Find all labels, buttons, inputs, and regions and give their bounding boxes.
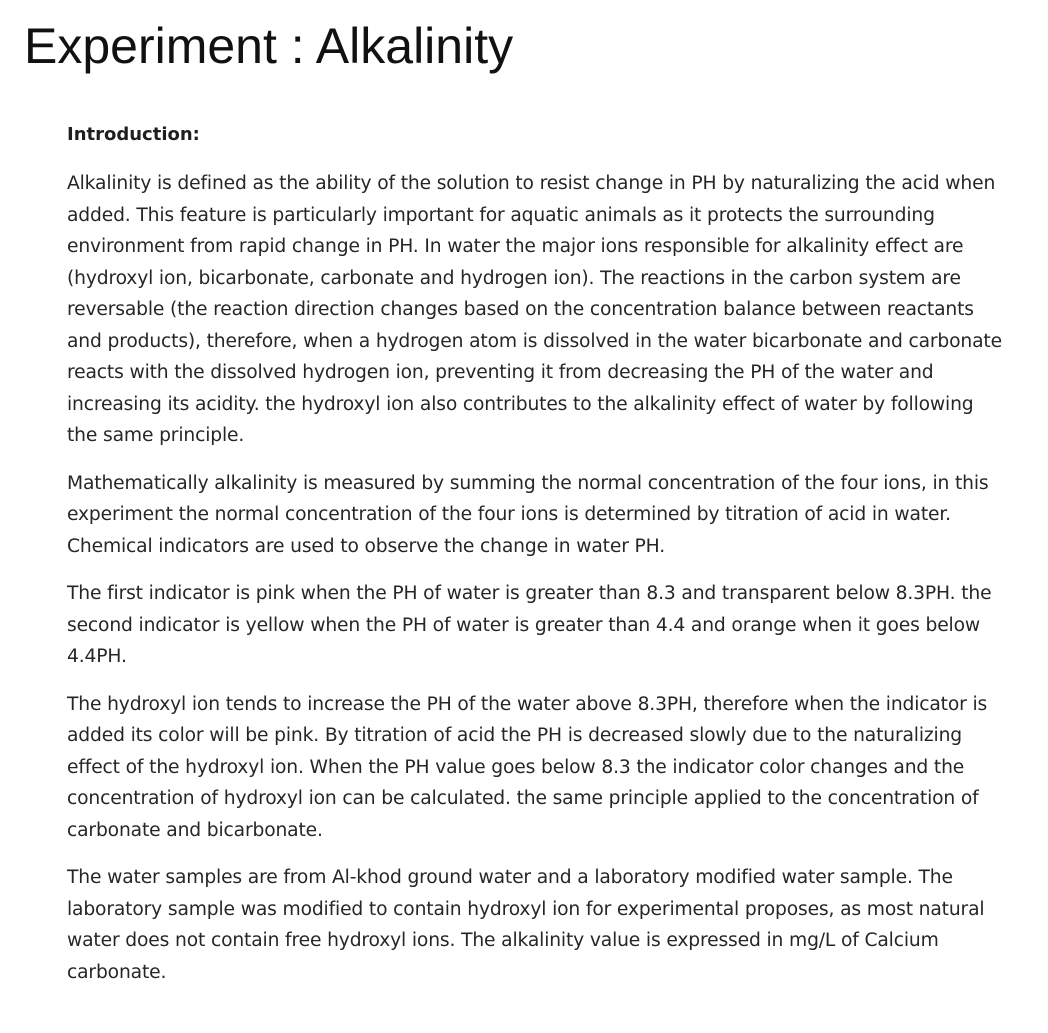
page-title: Experiment : Alkalinity (24, 18, 514, 74)
paragraph-water-samples: The water samples are from Al-khod ground water and a laboratory modified water sample. The laboratory sample was modified to contain hydroxyl ion for experimental proposes, as most natural water does not contain free hydroxyl ions. The alkalinity value is expressed in mg/L of Calcium carbonate. (67, 867, 985, 983)
document-body (67, 121, 1007, 988)
section-heading-introduction: Introduction: (67, 124, 200, 145)
paragraph-measurement-method: Mathematically alkalinity is measured by summing the normal concentration of the four ions, in this experiment the normal concentration of the four ions is determined by titration of acid in water. Chemical indicators are used to observe the change in water PH. (67, 472, 989, 557)
paragraph-alkalinity-definition: Alkalinity is defined as the ability of the solution to resist change in PH by naturalizing the acid when added. This feature is particularly important for aquatic animals as it protects the surrounding environment from rapid change in PH. In water the major ions responsible for alkalinity effect are (hydroxyl ion, bicarbonate, carbonate and hydrogen ion). The reactions in the carbon system are reversable (the reaction direction changes based on the concentration balance between reactants and products), therefore, when a hydrogen atom is dissolved in the water bicarbonate and carbonate reacts with the dissolved hydrogen ion, preventing it from decreasing the PH of the water and increasing its acidity. the hydroxyl ion also contributes to the alkalinity effect of water by following the same principle. (67, 173, 1002, 446)
paragraph-indicators: The first indicator is pink when the PH of water is greater than 8.3 and transparent below 8.3PH. the second indicator is yellow when the PH of water is greater than 4.4 and orange when it goes below 4.4PH. (67, 583, 992, 667)
paragraph-hydroxyl-titration: The hydroxyl ion tends to increase the PH of the water above 8.3PH, therefore when the indicator is added its color will be pink. By titration of acid the PH is decreased slowly due to the naturalizing effect of the hydroxyl ion. When the PH value goes below 8.3 the indicator color changes and the concentration of hydroxyl ion can be calculated. the same principle applied to the concentration of carbonate and bicarbonate. (67, 693, 988, 841)
